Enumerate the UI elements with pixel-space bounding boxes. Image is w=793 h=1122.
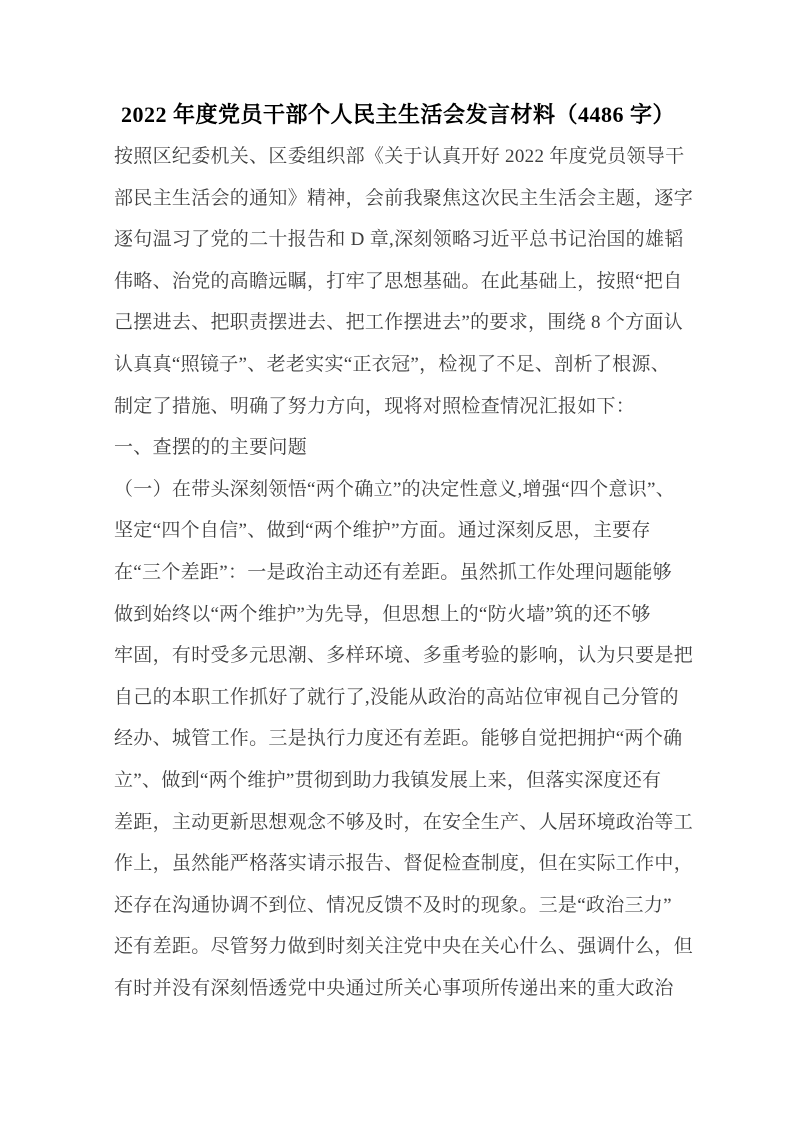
text-line: 立”、做到“两个维护”贯彻到助力我镇发展上来，但落实深度还有: [114, 769, 662, 791]
intro-paragraph: [114, 136, 694, 427]
text-line: 自己的本职工作抓好了就行了,没能从政治的高站位审视自己分管的: [114, 686, 679, 708]
section-one-paragraph: [114, 469, 694, 1010]
text-line: 还存在沟通协调不到位、情况反馈不及时的现象。三是“政治三力”: [114, 894, 672, 916]
text-line: 作上，虽然能严格落实请示报告、督促检查制度，但在实际工作中，: [114, 853, 694, 875]
text-line: 认真真“照镜子”、老老实实“正衣冠”，检视了不足、剖析了根源、: [114, 353, 671, 375]
text-line: 有时并没有深刻悟透党中央通过所关心事项所传递出来的重大政治: [114, 977, 674, 999]
text-line: 坚定“四个自信”、做到“两个维护”方面。通过深刻反思，主要存: [114, 520, 651, 542]
text-line: 经办、城管工作。三是执行力度还有差距。能够自觉把拥护“两个确: [114, 728, 683, 750]
section-heading-main-problems: [114, 427, 682, 469]
document-content: [114, 94, 694, 1009]
text-line: 一、查摆的的主要问题: [114, 437, 308, 459]
text-line: 在“三个差距”：一是政治主动还有差距。虽然抓工作处理问题能够: [114, 561, 672, 583]
text-line: 部民主生活会的通知》精神，会前我聚焦这次民主生活会主题，逐字: [114, 187, 694, 209]
text-line: 伟略、治党的高瞻远瞩，打牢了思想基础。在此基础上，按照“把自: [114, 270, 683, 292]
text-line: （一）在带头深刻领悟“两个确立”的决定性意义,增强“四个意识”、: [114, 478, 676, 500]
text-line: 己摆进去、把职责摆进去、把工作摆进去”的要求，围绕 8 个方面认: [114, 312, 684, 334]
text-line: 牢固，有时受多元思潮、多样环境、多重考验的影响，认为只要是把: [114, 645, 694, 667]
text-line: 还有差距。尽管努力做到时刻关注党中央在关心什么、强调什么，但: [114, 936, 694, 958]
text-line: 逐句温习了党的二十报告和 D 章,深刻领略习近平总书记治国的雄韬: [114, 229, 684, 251]
text-line: 按照区纪委机关、区委组织部《关于认真开好 2022 年度党员领导干: [114, 146, 685, 167]
document-body: [114, 136, 694, 1009]
text-line: 差距，主动更新思想观念不够及时，在安全生产、人居环境政治等工: [114, 811, 694, 833]
text-line: 制定了措施、明确了努力方向，现将对照检查情况汇报如下：: [114, 395, 636, 417]
document-title: 2022 年度党员干部个人民主生活会发言材料（4486 字）: [120, 102, 675, 127]
text-line: 做到始终以“两个维护”为先导，但思想上的“防火墙”筑的还不够: [114, 603, 651, 625]
